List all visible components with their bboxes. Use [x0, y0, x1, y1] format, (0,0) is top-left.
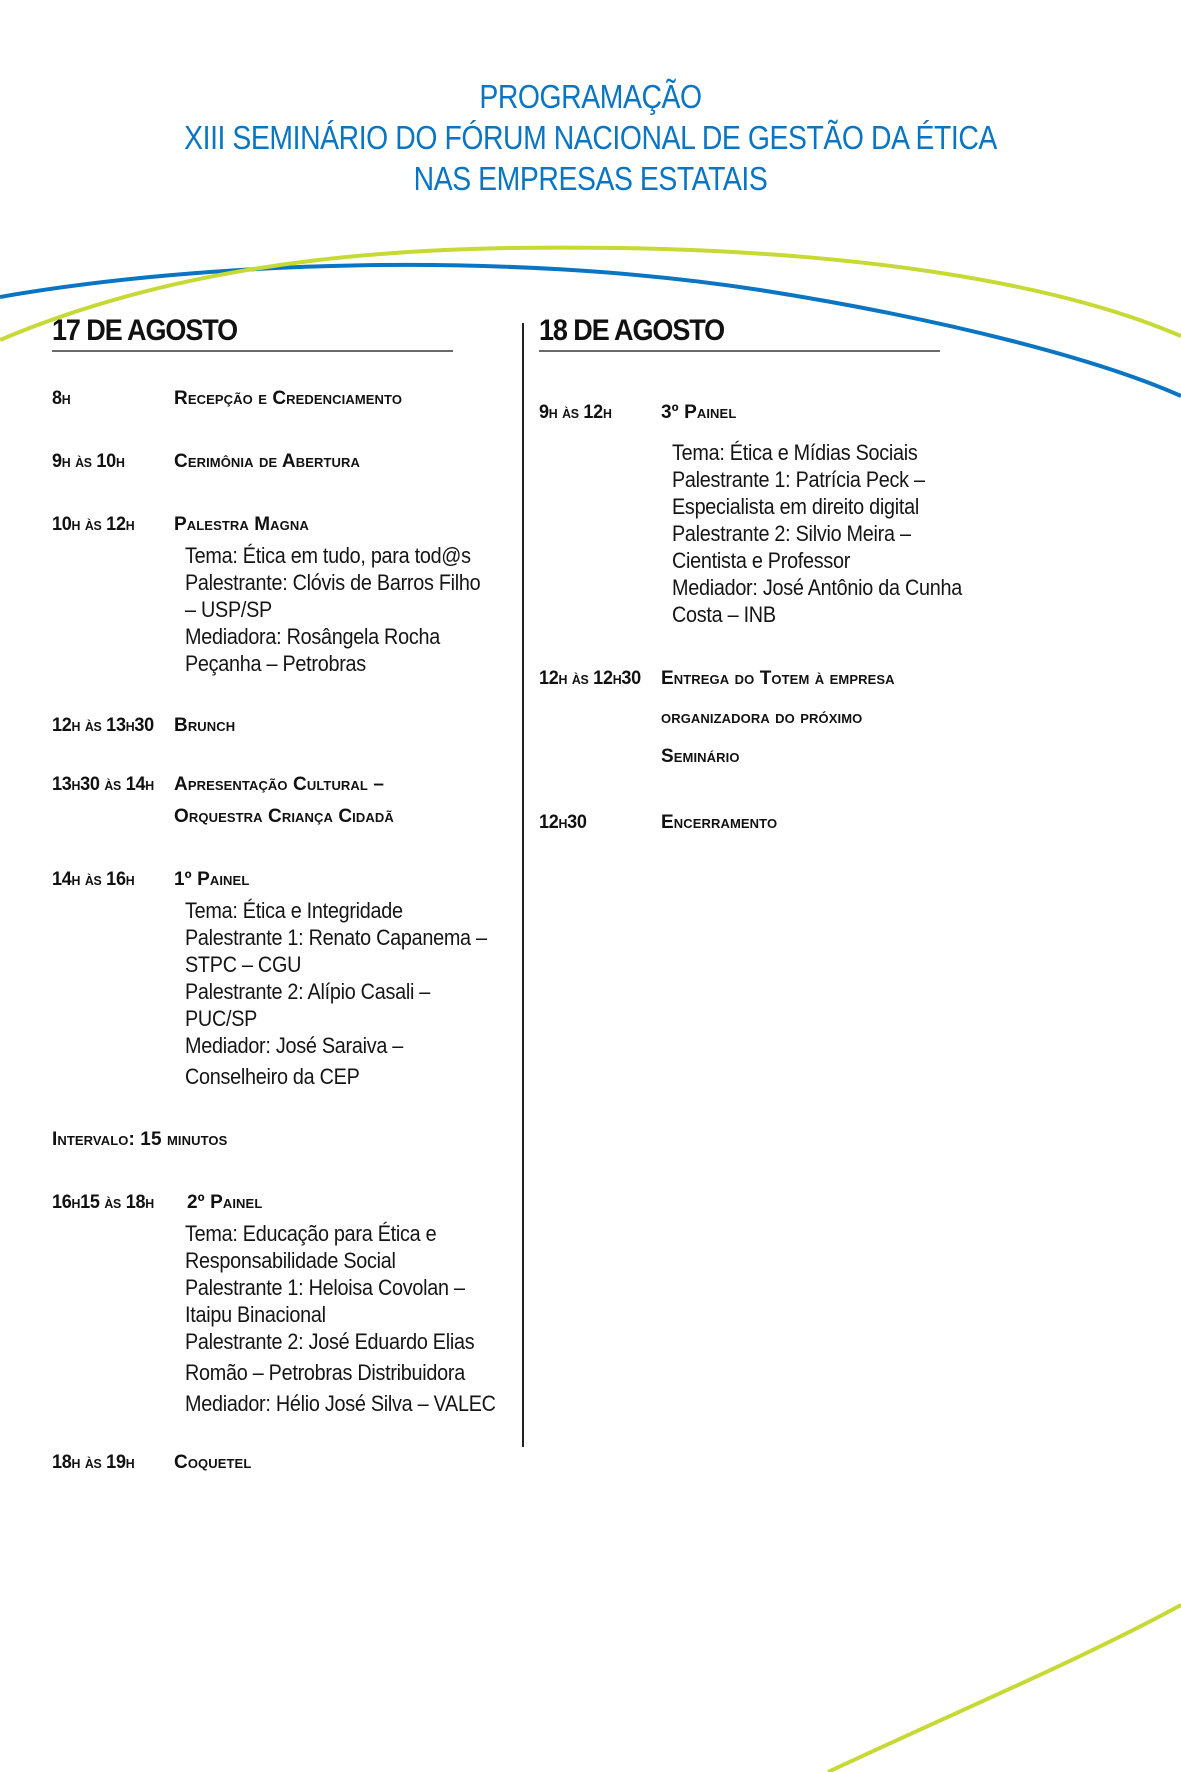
day1-item-5-title: 1º Painel [174, 869, 250, 890]
day1-item-1-title: Cerimônia de Abertura [174, 451, 361, 472]
day2-item-0-title: 3º Painel [661, 402, 737, 423]
detail-line: – USP/SP [185, 597, 272, 622]
title-block [0, 78, 1181, 116]
day1-item-7-title: 2º Painel [187, 1192, 263, 1213]
day1-item-5-details [185, 897, 487, 1090]
day2-item-1-title: Entrega do Totem à empresa [661, 668, 895, 689]
day1-item-0-time: 8h [52, 388, 71, 409]
detail-line: Tema: Educação para Ética e [185, 1221, 437, 1246]
day1-item-1-time: 9h às 10h [52, 451, 125, 472]
day2-item-1-title-line3: Seminário [661, 746, 740, 767]
day1-item-2-details [185, 542, 480, 677]
day1-item-7-time: 16h15 às 18h [52, 1192, 154, 1213]
day1-item-2-time: 10h às 12h [52, 514, 135, 535]
detail-line: Palestrante 1: Patrícia Peck – [672, 467, 925, 492]
detail-line: STPC – CGU [185, 952, 302, 977]
detail-line: Palestrante 1: Renato Capanema – [185, 925, 487, 950]
subtitle-line-1-wrap [0, 119, 1181, 157]
subtitle-line-2-wrap [0, 160, 1181, 198]
detail-line: Mediador: José Antônio da Cunha [672, 575, 962, 600]
day1-heading: 17 DE AGOSTO [52, 314, 238, 347]
day2-item-0-time: 9h às 12h [539, 402, 612, 423]
day1-item-4-title: Apresentação Cultural – [174, 774, 384, 795]
day1-item-0-title: Recepção e Credenciamento [174, 388, 403, 409]
detail-line: Peçanha – Petrobras [185, 651, 366, 676]
detail-line: Palestrante 2: Alípio Casali – [185, 979, 431, 1004]
detail-line: Palestrante 2: Silvio Meira – [672, 521, 911, 546]
subtitle-line-2: NAS EMPRESAS ESTATAIS [413, 160, 768, 197]
detail-line: Responsabilidade Social [185, 1248, 396, 1273]
day1-item-7-details [185, 1220, 496, 1417]
detail-line: Tema: Ética em tudo, para tod@s [185, 543, 471, 568]
day2-item-1-title-line2: organizadora do próximo [661, 707, 863, 728]
detail-line: Conselheiro da CEP [185, 1064, 360, 1089]
day2-item-2-time: 12h30 [539, 812, 587, 833]
detail-line: Palestrante 1: Heloisa Covolan – [185, 1275, 465, 1300]
day2-rule [539, 350, 940, 352]
day1-intervalo: Intervalo: 15 minutos [52, 1129, 228, 1150]
detail-line: Palestrante 2: José Eduardo Elias [185, 1329, 475, 1354]
detail-line: Tema: Ética e Mídias Sociais [672, 440, 918, 465]
day1-rule [52, 350, 453, 352]
detail-line: Romão – Petrobras Distribuidora [185, 1360, 465, 1385]
detail-line: Costa – INB [672, 602, 776, 627]
detail-line: PUC/SP [185, 1006, 258, 1031]
detail-line: Mediadora: Rosângela Rocha [185, 624, 440, 649]
day2-item-1-time: 12h às 12h30 [539, 668, 641, 689]
day1-item-8-time: 18h às 19h [52, 1452, 135, 1473]
column-separator [522, 323, 524, 1447]
detail-line: Mediador: José Saraiva – [185, 1033, 404, 1058]
detail-line: Especialista em direito digital [672, 494, 919, 519]
page-title: PROGRAMAÇÃO [479, 78, 702, 115]
day1-item-5-time: 14h às 16h [52, 869, 135, 890]
day2-heading: 18 DE AGOSTO [539, 314, 725, 347]
detail-line: Cientista e Professor [672, 548, 851, 573]
detail-line: Itaipu Binacional [185, 1302, 326, 1327]
detail-line: Palestrante: Clóvis de Barros Filho [185, 570, 481, 595]
detail-line: Mediador: Hélio José Silva – VALEC [185, 1391, 496, 1416]
day1-item-3-title: Brunch [174, 715, 236, 736]
day1-item-3-time: 12h às 13h30 [52, 715, 154, 736]
day1-item-4-time: 13h30 às 14h [52, 774, 154, 795]
day1-item-2-title: Palestra Magna [174, 514, 309, 535]
day2-item-0-details [672, 439, 962, 628]
detail-line: Tema: Ética e Integridade [185, 898, 403, 923]
day2-item-2-title: Encerramento [661, 812, 778, 833]
green-arc-bottom [828, 1605, 1181, 1772]
day1-item-8-title: Coquetel [174, 1452, 252, 1473]
day1-item-4-title-line2: Orquestra Criança Cidadã [174, 806, 394, 827]
subtitle-line-1: XIII SEMINÁRIO DO FÓRUM NACIONAL DE GESTÃO DA ÉTICA [184, 119, 997, 156]
